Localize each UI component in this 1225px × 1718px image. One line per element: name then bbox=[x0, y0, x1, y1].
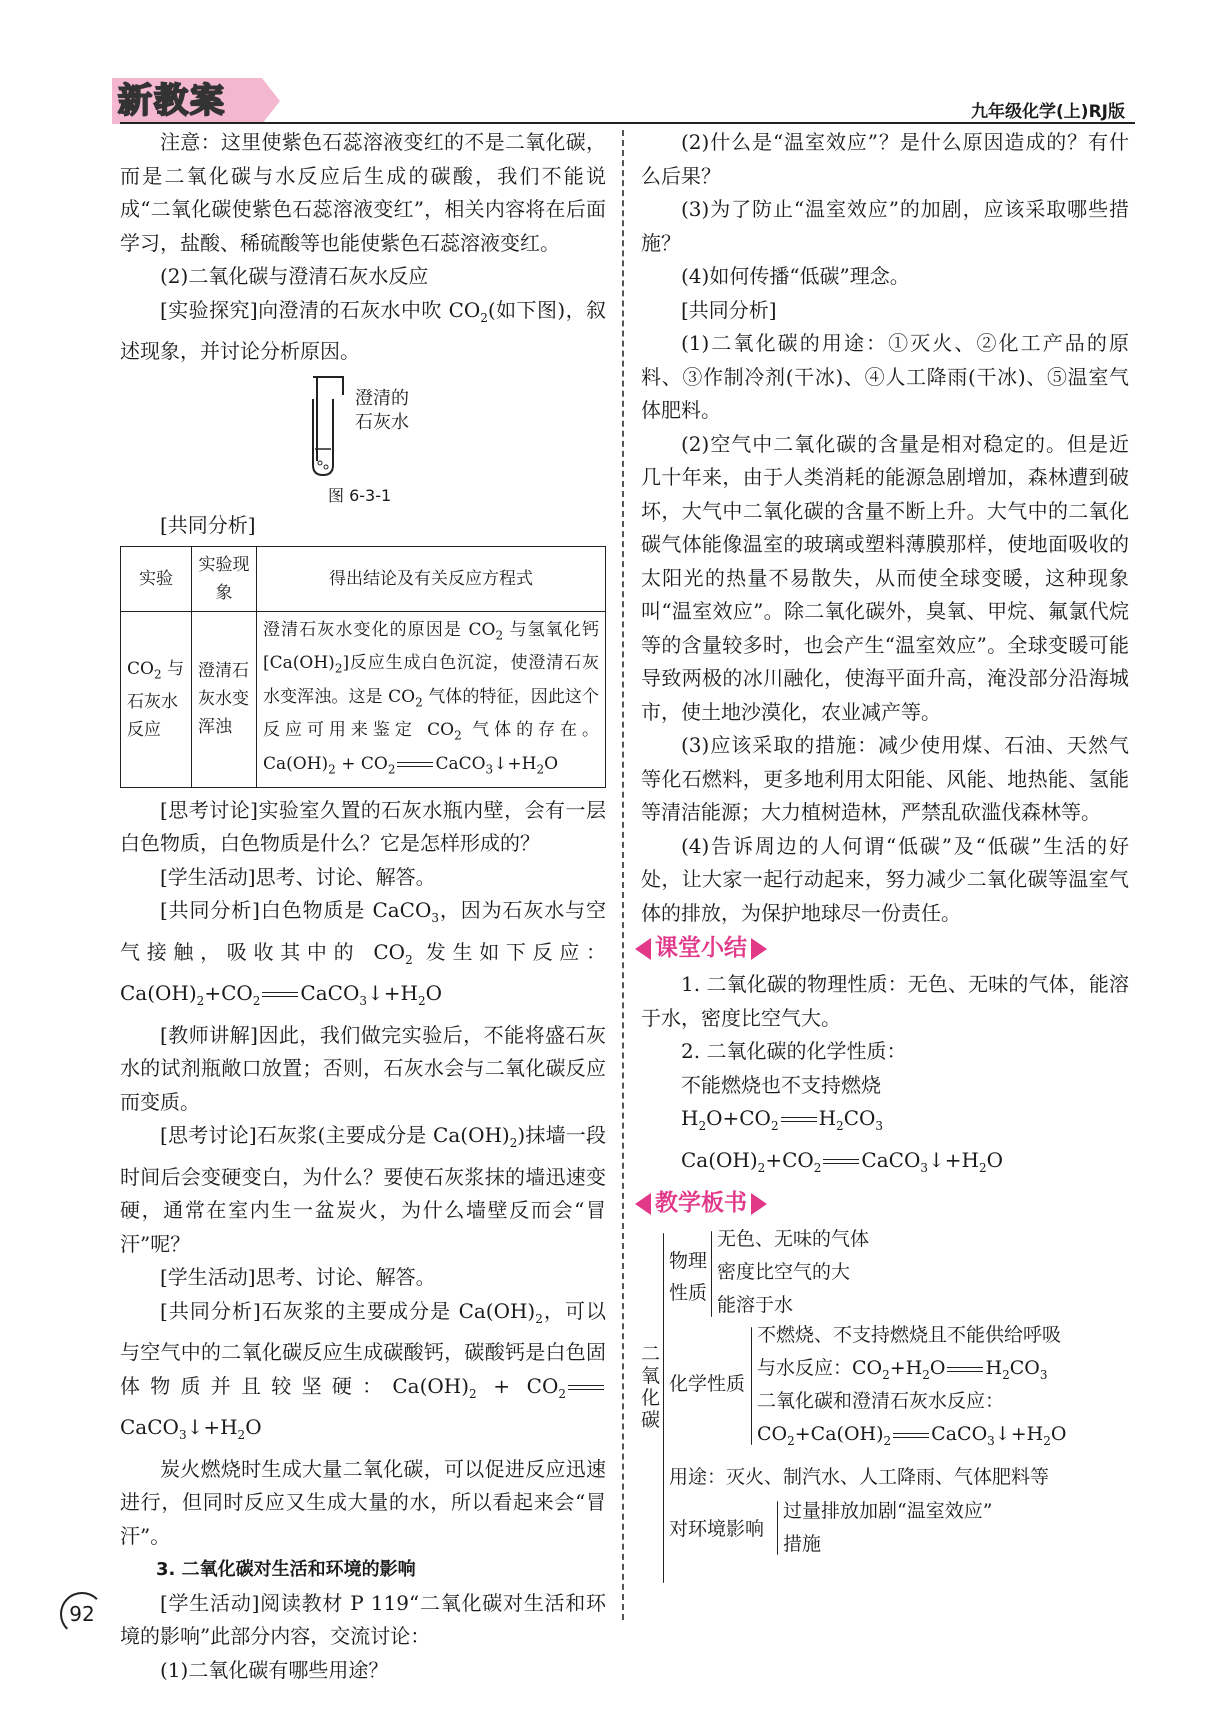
paragraph: [教师讲解]因此，我们做完实验后，不能将盛石灰水的试剂瓶敞口放置；否则，石灰水会与二氧化碳反应而变质。 bbox=[120, 1022, 606, 1114]
blackboard-outline bbox=[641, 1223, 1129, 1603]
table-header: 实验 bbox=[121, 547, 192, 612]
board-chem-1: 不燃烧、不支持燃烧且不能供给呼吸 bbox=[757, 1324, 1062, 1346]
triangle-right-icon bbox=[751, 938, 767, 960]
paragraph: [共同分析] bbox=[681, 297, 777, 322]
edition-label: 九年级化学(上)RJ版 bbox=[971, 102, 1125, 122]
board-phys-2: 密度比空气的大 bbox=[717, 1261, 851, 1283]
paragraph: [共同分析]石灰浆的主要成分是 $Ca(OH)_2$，可以与空气中的二氧化碳反应生成碳酸钙，碳酸钙是白色固体物质并且较坚硬：$Ca(OH)_2$ + $CO_2CaCO_3↓+H_2O$ bbox=[120, 1298, 607, 1443]
paragraph: [共同分析]白色物质是 CaCO$_3$，因为石灰水与空气接触，吸收其中的 $CO_2$ 发生如下反应：$Ca(OH)_2+CO_2$ $CaCO_3↓+H_2O$ bbox=[120, 898, 607, 1009]
paragraph: 不能燃烧也不支持燃烧 bbox=[681, 1072, 881, 1097]
figure-caption: 图 6-3-1 bbox=[328, 485, 392, 505]
board-env-1: 过量排放加剧“温室效应” bbox=[783, 1500, 993, 1522]
paragraph: (2)什么是“温室效应”？是什么原因造成的？有什么后果？ bbox=[641, 130, 1129, 188]
board-phys: 物理性质 bbox=[669, 1250, 708, 1304]
paragraph: (2)空气中二氧化碳的含量是相对稳定的。但是近几十年来，由于人类消耗的能源急剧增加，森林遭到破坏，大气中二氧化碳的含量不断上升。大气中的二氧化碳气体能像温室的玻璃或塑料薄膜那样，使地面吸收的太阳光的热量不易散失，从而使全球变暖，这种现象叫“温室效应”。除二氧化碳外，臭氧、甲烷、氟氯代烷等的含量较多时，也会产生“温室效应”。全球变暖可能导致两极的冰川融化，使海平面升高，淹没部分沿海城市，使土地沙漠化，农业减产等。 bbox=[641, 431, 1129, 724]
triangle-right-icon bbox=[751, 1193, 767, 1215]
table-header: 实验现象 bbox=[192, 547, 257, 612]
paragraph: (2)二氧化碳与澄清石灰水反应 bbox=[160, 264, 429, 288]
paragraph: [共同分析] bbox=[160, 512, 256, 537]
table-header: 得出结论及有关反应方程式 bbox=[257, 547, 606, 612]
header-rule bbox=[120, 122, 1135, 124]
table-cell: 澄清石灰水变化的原因是 $CO_2$ 与氢氧化钙$[Ca(OH)_2]$反应生成白色沉淀，使澄清石灰水变浑浊。这是 $CO_2$ 气体的特征，因此这个反应可用来鉴定 $CO_2$ 气体的存在。$Ca(OH)_2 + CO_2$ $CaCO_3↓+H_2O$ bbox=[257, 612, 606, 788]
paragraph: [学生活动]思考、讨论、解答。 bbox=[160, 864, 436, 889]
logo-text: 新教案 bbox=[118, 81, 226, 121]
paragraph: [学生活动]阅读教材 P 119“二氧化碳对生活和环境的影响”此部分内容，交流讨论： bbox=[120, 1590, 606, 1649]
paragraph: (1)二氧化碳的用途：①灭火、②化工产品的原料、③作制冷剂(干冰)、④人工降雨(干冰)、⑤温室气体肥料。 bbox=[641, 331, 1129, 422]
left-column bbox=[120, 126, 606, 1687]
paragraph: [学生活动]思考、讨论、解答。 bbox=[160, 1265, 436, 1290]
section-title-board: 教学板书 bbox=[635, 1187, 1129, 1221]
board-chem-4: $CO_2+Ca(OH)_2$ $CaCO_3↓+H_2O$ bbox=[757, 1423, 1067, 1448]
paragraph: 2. 二氧化碳的化学性质： bbox=[681, 1039, 907, 1063]
paragraph: (1)二氧化碳有哪些用途？ bbox=[160, 1657, 389, 1682]
brace bbox=[751, 1327, 752, 1445]
paragraph: [思考讨论]石灰浆(主要成分是 $Ca(OH)_2$)抹墙一段时间后会变硬变白，为什么？要使石灰浆抹的墙迅速变硬，通常在室内生一盆炭火，为什么墙壁反而会“冒汗”呢？ bbox=[120, 1123, 606, 1256]
board-chem-3: 二氧化碳和澄清石灰水反应： bbox=[757, 1390, 1005, 1412]
paragraph: (4)如何传播“低碳”理念。 bbox=[681, 264, 910, 288]
paragraph: 炭火燃烧时生成大量二氧化碳，可以促进反应迅速进行，但同时反应又生成大量的水，所以看起来会“冒汗”。 bbox=[120, 1456, 606, 1548]
equation: $H_2O+CO_2$ $H_2CO_3$ bbox=[681, 1106, 884, 1133]
board-root: 二氧化碳 bbox=[641, 1343, 661, 1431]
figure-6-3-1 bbox=[120, 369, 606, 509]
table-cell: $CO_2$ 与石灰水反应 bbox=[121, 612, 192, 788]
page-number: 92 bbox=[60, 1592, 104, 1636]
equation: $Ca(OH)_2+CO_2$ $CaCO_3↓+H_2O$ bbox=[681, 1147, 1004, 1175]
board-use: 用途：灭火、制汽水、人工降雨、气体肥料等 bbox=[669, 1466, 1050, 1488]
section-heading: 3. 二氧化碳对生活和环境的影响 bbox=[156, 1559, 416, 1581]
board-env-2: 措施 bbox=[783, 1533, 822, 1555]
brace bbox=[663, 1233, 664, 1583]
brace bbox=[777, 1501, 778, 1555]
board-phys-3: 能溶于水 bbox=[717, 1294, 794, 1316]
table-cell: 澄清石灰水变浑浊 bbox=[192, 612, 257, 788]
paragraph: (3)应该采取的措施：减少使用煤、石油、天然气等化石燃料，更多地利用太阳能、风能、地热能、氢能等清洁能源；大力植树造林，严禁乱砍滥伐森林等。 bbox=[641, 733, 1129, 824]
test-tube-icon bbox=[305, 369, 355, 479]
column-divider bbox=[622, 130, 624, 1620]
board-env: 对环境影响 bbox=[669, 1518, 765, 1540]
board-chem: 化学性质 bbox=[669, 1373, 746, 1395]
paragraph: [思考讨论]实验室久置的石灰水瓶内壁，会有一层白色物质，白色物质是什么？它是怎样形成的？ bbox=[120, 797, 606, 856]
brace bbox=[711, 1231, 712, 1317]
logo bbox=[112, 78, 282, 124]
board-phys-1: 无色、无味的气体 bbox=[717, 1228, 870, 1250]
triangle-left-icon bbox=[635, 938, 651, 960]
board-chem-2: 与水反应：$CO_2+H_2O$ $H_2CO_3$ bbox=[757, 1357, 1048, 1382]
right-column bbox=[641, 126, 1129, 1603]
experiment-table bbox=[120, 546, 606, 788]
paragraph: [实验探究]向澄清的石灰水中吹 $CO_2$(如下图)，叙述现象，并讨论分析原因。 bbox=[120, 297, 606, 363]
paragraph: 1. 二氧化碳的物理性质：无色、无味的气体，能溶于水，密度比空气大。 bbox=[641, 972, 1129, 1030]
section-title-summary: 课堂小结 bbox=[635, 932, 1129, 966]
paragraph: (4)告诉周边的人何谓“低碳”及“低碳”生活的好处，让大家一起行动起来，努力减少二氧化碳等温室气体的排放，为保护地球尽一份责任。 bbox=[641, 833, 1129, 925]
triangle-left-icon bbox=[635, 1193, 651, 1215]
paragraph: 注意：这里使紫色石蕊溶液变红的不是二氧化碳，而是二氧化碳与水反应后生成的碳酸，我们不能说成“二氧化碳使紫色石蕊溶液变红”，相关内容将在后面学习，盐酸、稀硫酸等也能使紫色石蕊溶液变红。 bbox=[120, 130, 606, 255]
paragraph: (3)为了防止“温室效应”的加剧，应该采取哪些措施？ bbox=[641, 197, 1129, 255]
figure-label: 澄清的 石灰水 bbox=[355, 387, 409, 433]
